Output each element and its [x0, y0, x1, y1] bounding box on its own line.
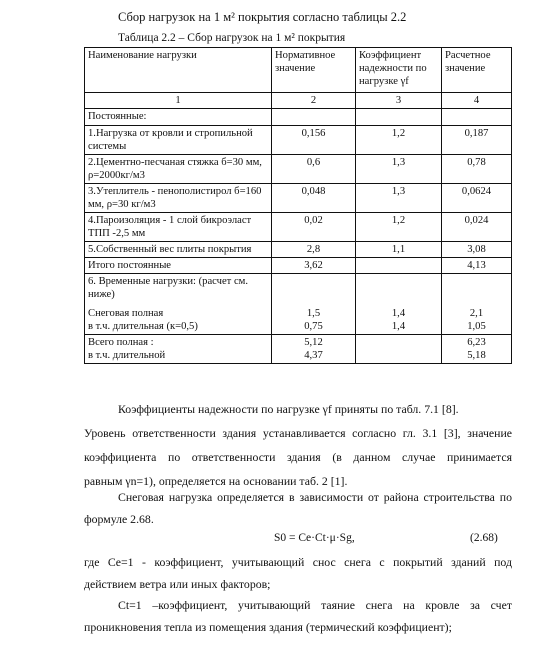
- row-norm: 0,156: [272, 126, 356, 155]
- row-coef: 1,3: [356, 184, 442, 213]
- col-number: 3: [356, 93, 442, 109]
- row-name: 4.Пароизоляция - 1 слой бикроэласт ТПП -2,5 мм: [85, 213, 272, 242]
- total-permanent-row: [85, 258, 512, 274]
- snow-full-label: Снеговая полная: [88, 308, 164, 319]
- row-name: 5.Собственный вес плиты покрытия: [85, 242, 272, 258]
- snow-long-calc: 1,05: [467, 321, 486, 332]
- row-coef: 1,1: [356, 242, 442, 258]
- row-name: 2.Цементно-песчаная стяжка б=30 мм, ρ=2000кг/м3: [85, 155, 272, 184]
- total-long-calc: 5,18: [467, 350, 486, 361]
- table-row: [85, 184, 512, 213]
- loads-table: [84, 47, 512, 364]
- paragraph-line: где Ce=1 - коэффициент, учитывающий снос снега с покрытий зданий под: [84, 555, 512, 569]
- row-name: 1.Нагрузка от кровли и стропильной системы: [85, 126, 272, 155]
- table-row: [85, 155, 512, 184]
- snow-long-coef: 1,4: [391, 321, 406, 332]
- table-row: [85, 213, 512, 242]
- snow-full-calc: 2,1: [469, 308, 484, 319]
- snow-full-norm: 1,5: [306, 308, 321, 319]
- section-permanent: Постоянные:: [85, 109, 272, 126]
- total-long-norm: 4,37: [304, 350, 323, 361]
- table-header-row: [85, 48, 512, 93]
- total-permanent-coef: [356, 258, 442, 274]
- paragraph-line: Коэффициенты надежности по нагрузке γf приняты по табл. 7.1 [8].: [118, 402, 459, 416]
- row-calc: 3,08: [442, 242, 512, 258]
- row-norm: 0,02: [272, 213, 356, 242]
- table-row: [85, 126, 512, 155]
- temporary-loads-row: [85, 274, 512, 335]
- col-number: 4: [442, 93, 512, 109]
- paragraph-line: формуле 2.68.: [84, 512, 154, 526]
- row-coef: 1,2: [356, 213, 442, 242]
- snow-load-formula: S0 = Ce·Ct·μ·Sg,: [274, 532, 355, 544]
- table-row: [85, 242, 512, 258]
- total-full-norm: 5,12: [304, 337, 323, 348]
- row-calc: 0,187: [442, 126, 512, 155]
- table-title: Таблица 2.2 – Сбор нагрузок на 1 м² покрытия: [118, 32, 346, 44]
- row-norm: 0,048: [272, 184, 356, 213]
- formula-number: (2.68): [470, 532, 498, 544]
- section-row: [85, 109, 512, 126]
- paragraph-line: коэффициента по ответственности здания (в данном случае принимается: [84, 450, 512, 464]
- total-permanent-norm: 3,62: [272, 258, 356, 274]
- total-all-row: [85, 335, 512, 364]
- paragraph-line: Уровень ответственности здания устанавливается согласно гл. 3.1 [3], значение: [84, 426, 512, 440]
- paragraph-line: Ct=1 –коэффициент, учитывающий таяние снега на кровле за счет: [118, 598, 512, 612]
- paragraph-line: действием ветра или иных факторов;: [84, 577, 271, 591]
- col-number: 1: [85, 93, 272, 109]
- header-load-name: Наименование нагрузки: [85, 48, 272, 93]
- row-calc: 0,024: [442, 213, 512, 242]
- header-design-value: Расчетное значение: [442, 48, 512, 93]
- total-long-label: в т.ч. длительной: [88, 350, 166, 361]
- header-coefficient: Коэффициент надежности по нагрузке γf: [356, 48, 442, 93]
- paragraph-line: проникновения тепла из помещения здания (термический коэффициент);: [84, 620, 452, 634]
- col-number: 2: [272, 93, 356, 109]
- column-number-row: [85, 93, 512, 109]
- row-calc: 0,0624: [442, 184, 512, 213]
- total-full-label: Всего полная :: [88, 337, 154, 348]
- total-full-calc: 6,23: [467, 337, 486, 348]
- total-permanent-label: Итого постоянные: [85, 258, 272, 274]
- temporary-title: 6. Временные нагрузки: (расчет см. ниже): [88, 276, 249, 300]
- paragraph-line: равным γn=1), определяется на основании таб. 2 [1].: [84, 474, 348, 488]
- snow-long-label: в т.ч. длительная (к=0,5): [88, 321, 198, 332]
- snow-full-coef: 1,4: [391, 308, 406, 319]
- row-calc: 0,78: [442, 155, 512, 184]
- table-caption: Сбор нагрузок на 1 м² покрытия согласно таблицы 2.2: [118, 10, 407, 24]
- header-normative: Нормативное значение: [272, 48, 356, 93]
- row-coef: 1,2: [356, 126, 442, 155]
- paragraph-line: Снеговая нагрузка определяется в зависимости от района строительства по: [118, 490, 512, 504]
- row-norm: 2,8: [272, 242, 356, 258]
- snow-long-norm: 0,75: [304, 321, 323, 332]
- row-name: 3.Утеплитель - пенополистирол б=160 мм, ρ=30 кг/м3: [85, 184, 272, 213]
- row-coef: 1,3: [356, 155, 442, 184]
- total-permanent-calc: 4,13: [442, 258, 512, 274]
- row-norm: 0,6: [272, 155, 356, 184]
